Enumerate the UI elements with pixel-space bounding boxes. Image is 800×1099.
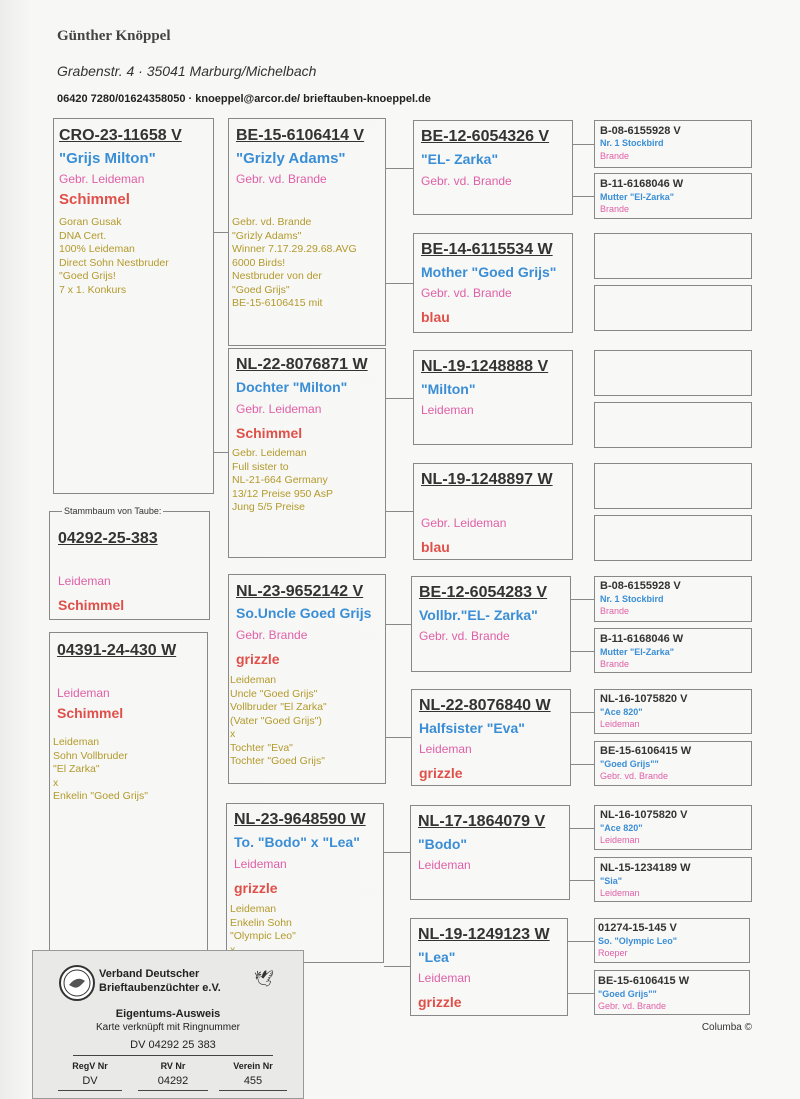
card-col1-head: RegV Nr: [72, 1061, 108, 1071]
gen1-color-3: grizzle: [236, 651, 280, 667]
gen3-breeder-10: Brande: [600, 659, 630, 669]
gen1-name-4: To. "Bodo" x "Lea": [234, 834, 360, 850]
gen3-ring-13: NL-16-1075820 V: [600, 809, 688, 821]
breeder-address: Grabenstr. 4 · 35041 Marburg/Michelbach: [57, 63, 317, 79]
gen2-name-8: "Lea": [418, 949, 456, 965]
connector-line: [570, 828, 594, 829]
connector-line: [571, 651, 594, 652]
owner-ring: 04391-24-430 W: [57, 642, 177, 659]
connector-line: [386, 511, 413, 512]
gen3-breeder-1: Brande: [600, 151, 630, 161]
footer-credit: Columba ©: [701, 1022, 752, 1033]
gen2-ring-4: NL-19-1248897 W: [421, 471, 553, 488]
connector-line: [571, 764, 594, 765]
main-info: Goran Gusak DNA Cert. 100% Leideman Direct Sohn Nestbruder "Goed Grijs! 7 x 1. Konkurs: [59, 216, 169, 296]
gen3-breeder-2: Brande: [600, 204, 630, 214]
gen1-info-4: Leideman Enkelin Sohn "Olympic Leo": [230, 903, 296, 942]
gen2-breeder-2: Gebr. vd. Brande: [421, 286, 512, 300]
connector-line: [214, 452, 228, 453]
gen3-ring-2: B-11-6168046 W: [600, 178, 684, 190]
gen3-box-6: [594, 402, 752, 448]
card-col2-head: RV Nr: [160, 1061, 186, 1071]
stammbaum-label: Stammbaum von Taube:: [64, 506, 162, 516]
connector-line: [386, 398, 413, 399]
gen3-ring-1: B-08-6155928 V: [600, 125, 681, 137]
gen3-ring-16: BE-15-6106415 W: [598, 975, 690, 987]
gen1-name-1: "Grizly Adams": [236, 150, 346, 167]
breeder-name: Günther Knöppel: [57, 28, 171, 44]
card-col2-value: 04292: [138, 1075, 208, 1091]
gen3-box-3: [594, 233, 752, 279]
association-logo-icon: [59, 965, 95, 1001]
connector-line: [571, 712, 594, 713]
association-name-line2: Brieftaubenzüchter e.V.: [99, 982, 221, 994]
main-ring: CRO-23-11658 V: [59, 127, 182, 144]
card-col3-head: Verein Nr: [233, 1061, 273, 1071]
connector-line: [384, 852, 410, 853]
owner-color: Schimmel: [57, 705, 124, 721]
gen3-breeder-12: Gebr. vd. Brande: [600, 771, 669, 781]
gen1-color-2: Schimmel: [236, 425, 303, 441]
connector-line: [386, 624, 411, 625]
gen2-name-1: "EL- Zarka": [421, 151, 499, 167]
stammbaum-color: Schimmel: [58, 597, 125, 613]
gen1-name-2: Dochter "Milton": [236, 379, 348, 395]
gen2-ring-5: BE-12-6054283 V: [419, 584, 548, 601]
gen3-name-11: "Ace 820": [600, 707, 643, 717]
connector-line: [386, 283, 413, 284]
connector-line: [568, 993, 594, 994]
gen1-breeder-4: Leideman: [234, 857, 287, 871]
gen3-ring-11: NL-16-1075820 V: [600, 693, 688, 705]
ownership-card: [32, 950, 304, 1099]
gen2-ring-1: BE-12-6054326 V: [421, 128, 550, 145]
gen1-name-3: So.Uncle Goed Grijs: [236, 605, 372, 621]
gen3-name-14: "Sia": [600, 876, 623, 886]
card-col1-value: DV: [58, 1075, 122, 1091]
gen1-breeder-1: Gebr. vd. Brande: [236, 172, 327, 186]
gen3-name-15: So. "Olympic Leo": [598, 936, 678, 946]
gen2-breeder-5: Gebr. vd. Brande: [419, 629, 510, 643]
gen3-name-16: "Goed Grijs"": [598, 989, 657, 999]
gen2-breeder-8: Leideman: [418, 971, 471, 985]
gen2-breeder-4: Gebr. Leideman: [421, 516, 507, 530]
gen2-breeder-1: Gebr. vd. Brande: [421, 174, 512, 188]
gen1-info-1: Gebr. vd. Brande "Grizly Adams" Winner 7.17.29.29.68.AVG 6000 Birds! Nestbruder von der "Goed Grijs" BE-15-6106415 mit: [232, 216, 357, 309]
gen2-breeder-3: Leideman: [421, 403, 474, 417]
connector-line: [573, 196, 594, 197]
gen1-ring-4: NL-23-9648590 W: [234, 811, 366, 828]
pigeon-icon: 🕊: [254, 971, 275, 988]
connector-line: [573, 144, 594, 145]
gen2-color-6: grizzle: [419, 765, 463, 781]
card-col3-value: 455: [219, 1075, 287, 1091]
gen2-ring-6: NL-22-8076840 W: [419, 697, 551, 714]
connector-line: [568, 941, 594, 942]
stammbaum-ring: 04292-25-383: [58, 530, 158, 547]
gen3-name-12: "Goed Grijs"": [600, 759, 659, 769]
association-name-line1: Verband Deutscher: [99, 968, 200, 980]
gen3-name-2: Mutter "El-Zarka": [600, 192, 675, 202]
gen3-ring-12: BE-15-6106415 W: [600, 745, 692, 757]
gen1-ring-2: NL-22-8076871 W: [236, 356, 368, 373]
connector-line: [386, 168, 413, 169]
connector-line: [570, 880, 594, 881]
gen1-color-4: grizzle: [234, 880, 278, 896]
gen3-breeder-9: Brande: [600, 606, 630, 616]
gen3-name-10: Mutter "El-Zarka": [600, 647, 675, 657]
gen2-breeder-7: Leideman: [418, 858, 471, 872]
gen2-name-6: Halfsister "Eva": [419, 720, 525, 736]
gen1-ring-3: NL-23-9652142 V: [236, 583, 364, 600]
gen3-box-4: [594, 285, 752, 331]
gen2-name-7: "Bodo": [418, 836, 468, 852]
association-name: [99, 967, 221, 995]
card-title: Eigentums-Ausweis: [115, 1008, 221, 1020]
connector-line: [571, 599, 594, 600]
gen2-color-2: blau: [421, 309, 450, 325]
gen1-info-2: Gebr. Leideman Full sister to NL-21-664 Germany 13/12 Preise 950 AsP Jung 5/5 Preise: [232, 447, 333, 513]
gen1-ring-1: BE-15-6106414 V: [236, 127, 365, 144]
gen2-color-8: grizzle: [418, 994, 462, 1010]
connector-line: [384, 966, 410, 967]
gen2-ring-8: NL-19-1249123 W: [418, 926, 550, 943]
gen3-box-7: [594, 463, 752, 509]
gen3-name-9: Nr. 1 Stockbird: [600, 594, 664, 604]
gen2-ring-7: NL-17-1864079 V: [418, 813, 546, 830]
main-name: "Grijs Milton": [59, 150, 156, 167]
gen3-box-5: [594, 350, 752, 396]
gen2-breeder-6: Leideman: [419, 742, 472, 756]
connector-line: [214, 232, 228, 233]
gen2-name-2: Mother "Goed Grijs": [421, 264, 557, 280]
stammbaum-breeder: Leideman: [58, 574, 111, 588]
gen1-breeder-3: Gebr. Brande: [236, 628, 308, 642]
gen2-color-4: blau: [421, 539, 450, 555]
gen3-breeder-16: Gebr. vd. Brande: [598, 1001, 667, 1011]
gen3-breeder-11: Leideman: [600, 719, 640, 729]
connector-line: [386, 737, 411, 738]
gen3-breeder-13: Leideman: [600, 835, 640, 845]
breeder-contact: 06420 7280/01624358050 · knoeppel@arcor.de/ brieftauben-knoeppel.de: [57, 93, 431, 105]
card-subtitle: Karte verknüpft mit Ringnummer: [96, 1022, 240, 1033]
gen2-ring-3: NL-19-1248888 V: [421, 358, 549, 375]
gen3-breeder-14: Leideman: [600, 888, 640, 898]
gen3-ring-10: B-11-6168046 W: [600, 633, 684, 645]
gen2-ring-2: BE-14-6115534 W: [421, 241, 553, 258]
owner-info: Leideman Sohn Vollbruder "El Zarka" x Enkelin "Goed Grijs": [53, 736, 148, 802]
card-ring-number: DV 04292 25 383: [73, 1039, 273, 1056]
gen3-name-1: Nr. 1 Stockbird: [600, 138, 664, 148]
gen3-breeder-15: Roeper: [598, 948, 628, 958]
gen3-ring-9: B-08-6155928 V: [600, 580, 681, 592]
gen1-info-3: Leideman Uncle "Goed Grijs" Vollbruder "El Zarka" (Vater "Goed Grijs") x Tochter "Eva" Tochter "Goed Grijs": [230, 674, 327, 767]
gen3-ring-14: NL-15-1234189 W: [600, 862, 691, 874]
gen2-name-5: Vollbr."EL- Zarka": [419, 607, 538, 623]
gen1-breeder-2: Gebr. Leideman: [236, 402, 322, 416]
gen3-box-8: [594, 515, 752, 561]
owner-breeder: Leideman: [57, 686, 110, 700]
gen2-name-3: "Milton": [421, 381, 476, 397]
main-color: Schimmel: [59, 191, 130, 208]
gen3-name-13: "Ace 820": [600, 823, 643, 833]
gen3-ring-15: 01274-15-145 V: [598, 922, 677, 934]
main-breeder: Gebr. Leideman: [59, 172, 145, 186]
